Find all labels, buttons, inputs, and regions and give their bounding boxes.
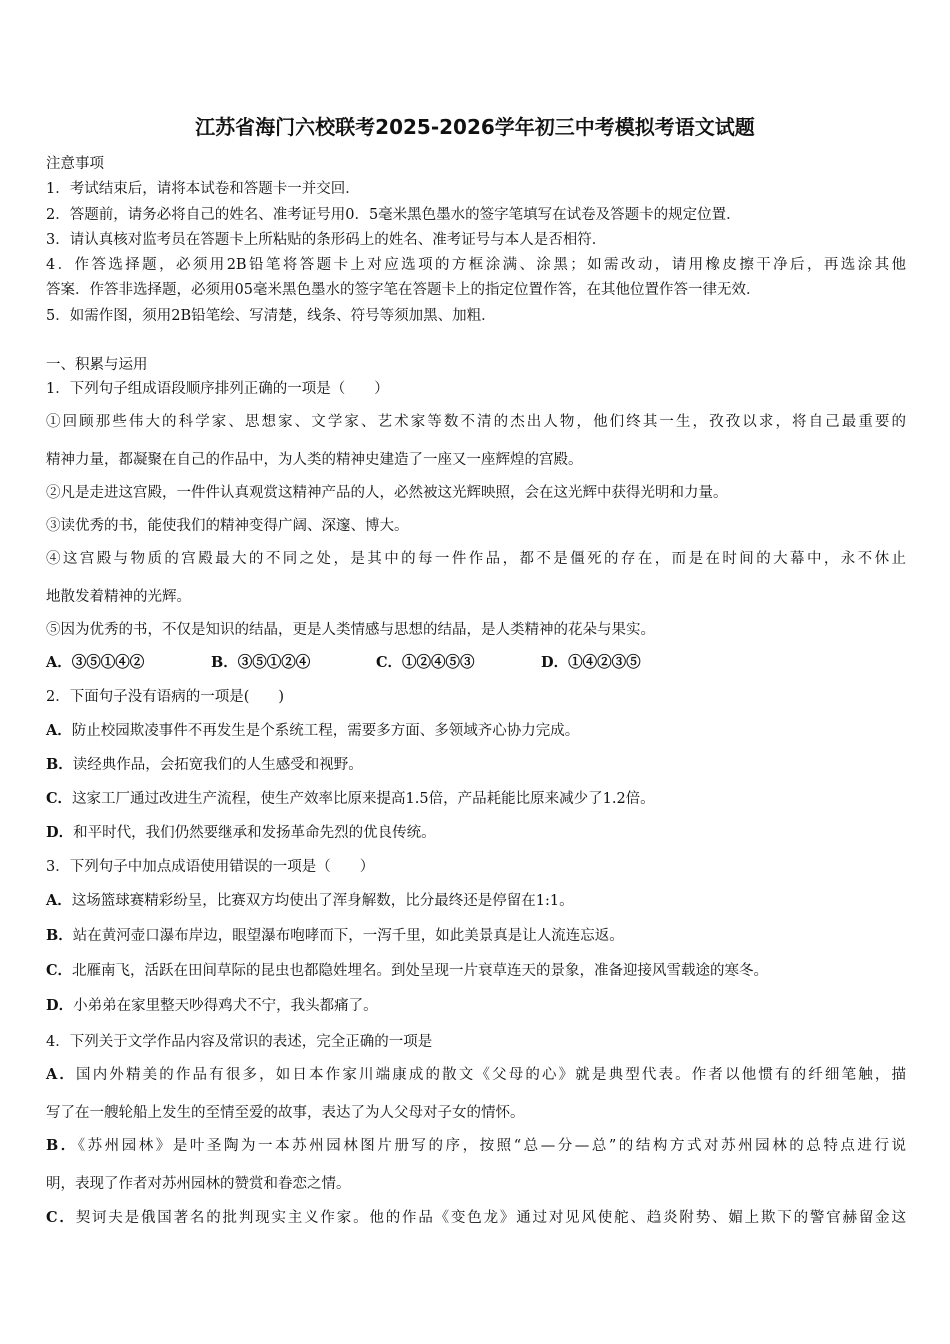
- option-label: C．: [46, 1209, 76, 1226]
- option-c[interactable]: C．①②④⑤③: [376, 654, 475, 671]
- option-a[interactable]: [46, 889, 574, 910]
- option-a[interactable]: [46, 1063, 906, 1084]
- question-stem: 3．下列句子中加点成语使用错误的一项是（ ）: [46, 859, 375, 875]
- option-c[interactable]: [46, 959, 768, 980]
- passage-line: ④这宫殿与物质的宫殿最大的不同之处，是其中的每一件作品，都不是僵死的存在，而是在时间的大幕中，永不休止: [46, 551, 906, 567]
- notice-item: 3．请认真核对监考员在答题卡上所粘贴的条形码上的姓名、准考证号与本人是否相符．: [46, 232, 607, 248]
- option-text-continued: 写了在一艘轮船上发生的至情至爱的故事，表达了为人父母对子女的情怀。: [46, 1105, 525, 1121]
- option-d[interactable]: D．①④②③⑤: [541, 654, 641, 671]
- option-text-continued: 明，表现了作者对苏州园林的赞赏和眷恋之情。: [46, 1176, 351, 1192]
- option-label: A．: [46, 722, 72, 739]
- option-c[interactable]: [46, 787, 655, 808]
- question-stem: 4．下列关于文学作品内容及常识的表述，完全正确的一项是: [46, 1034, 433, 1050]
- passage-line: ①回顾那些伟大的科学家、思想家、文学家、艺术家等数不清的杰出人物，他们终其一生，孜孜以求，将自己最重要的: [46, 414, 906, 430]
- option-row: [46, 651, 706, 672]
- page-title: 江苏省海门六校联考2025-2026学年初三中考模拟考语文试题: [195, 115, 755, 139]
- question-stem: 2．下面句子没有语病的一项是( ): [46, 689, 285, 705]
- option-b[interactable]: B．③⑤①②④: [211, 654, 311, 671]
- notice-item: 2．答题前，请务必将自己的姓名、准考证号用0．5毫米黑色墨水的签字笔填写在试卷及答题卡的规定位置．: [46, 207, 741, 223]
- option-label: A．: [46, 1066, 77, 1083]
- option-text: 小弟弟在家里整天吵得鸡犬不宁，我头都痛了。: [73, 998, 378, 1014]
- option-text: 这场篮球赛精彩纷呈，比赛双方均使出了浑身解数，比分最终还是停留在1:1。: [71, 893, 574, 909]
- passage-line: 地散发着精神的光辉。: [46, 589, 191, 605]
- option-b[interactable]: [46, 924, 624, 945]
- notice-item: 5．如需作图，须用2B铅笔绘、写清楚，线条、符号等须加黑、加粗．: [46, 308, 496, 324]
- option-label: A．: [46, 892, 72, 909]
- passage-line: ⑤因为优秀的书，不仅是知识的结晶，更是人类情感与思想的结晶，是人类精神的花朵与果实。: [46, 622, 655, 638]
- option-label: B．: [46, 927, 73, 944]
- notice-item: 4．作答选择题，必须用2B铅笔将答题卡上对应选项的方框涂满、涂黑；如需改动，请用橡皮擦干净后，再选涂其他: [46, 257, 906, 273]
- option-a[interactable]: A．③⑤①④②: [46, 654, 145, 671]
- option-text: 读经典作品，会拓宽我们的人生感受和视野。: [72, 757, 363, 773]
- passage-line: ③读优秀的书，能使我们的精神变得广阔、深邃、博大。: [46, 518, 409, 534]
- passage-line: 精神力量，都凝聚在自己的作品中，为人类的精神史建造了一座又一座辉煌的宫殿。: [46, 452, 583, 468]
- notice-item: 1．考试结束后，请将本试卷和答题卡一并交回．: [46, 181, 360, 197]
- option-label: B．: [46, 756, 73, 773]
- option-label: D．: [46, 997, 74, 1014]
- option-d[interactable]: [46, 994, 378, 1015]
- option-label: C．: [46, 790, 73, 807]
- option-text: 北雁南飞，活跃在田间草际的昆虫也都隐姓埋名。到处呈现一片衰草连天的景象，准备迎接风雪载途的寒冬。: [72, 963, 769, 979]
- option-label: D．: [46, 824, 74, 841]
- option-text: 站在黄河壶口瀑布岸边，眼望瀑布咆哮而下，一泻千里，如此美景真是让人流连忘返。: [72, 928, 624, 944]
- option-label: C．: [46, 962, 73, 979]
- option-text: 和平时代，我们仍然要继承和发扬革命先烈的优良传统。: [73, 825, 436, 841]
- notice-item: 答案．作答非选择题，必须用05毫米黑色墨水的签字笔在答题卡上的指定位置作答，在其他位置作答一律无效．: [46, 282, 761, 298]
- option-a[interactable]: [46, 719, 579, 740]
- option-c[interactable]: [46, 1206, 906, 1227]
- option-b[interactable]: [46, 1134, 906, 1155]
- option-text: 国内外精美的作品有很多，如日本作家川端康成的散文《父母的心》就是典型代表。作者以他惯有的纤细笔触，描: [76, 1067, 906, 1083]
- option-text: 《苏州园林》是叶圣陶为一本苏州园林图片册写的序，按照“总—分—总”的结构方式对苏州园林的总特点进行说: [77, 1138, 906, 1154]
- option-text: 防止校园欺凌事件不再发生是个系统工程，需要多方面、多领域齐心协力完成。: [71, 723, 580, 739]
- option-d[interactable]: [46, 821, 436, 842]
- option-text: 这家工厂通过改进生产流程，使生产效率比原来提高1.5倍，产品耗能比原来减少了1.2倍。: [72, 791, 655, 807]
- question-stem: 1．下列句子组成语段顺序排列正确的一项是（ ）: [46, 381, 389, 397]
- option-b[interactable]: [46, 753, 363, 774]
- option-label: B．: [46, 1137, 78, 1154]
- passage-line: ②凡是走进这宫殿，一件件认真观赏这精神产品的人，必然被这光辉映照，会在这光辉中获得光明和力量。: [46, 485, 728, 501]
- notice-heading: 注意事项: [46, 156, 104, 172]
- option-text: 契诃夫是俄国著名的批判现实主义作家。他的作品《变色龙》通过对见风使舵、趋炎附势、媚上欺下的警官赫留金这: [75, 1210, 907, 1226]
- section-heading: 一、积累与运用: [46, 357, 148, 373]
